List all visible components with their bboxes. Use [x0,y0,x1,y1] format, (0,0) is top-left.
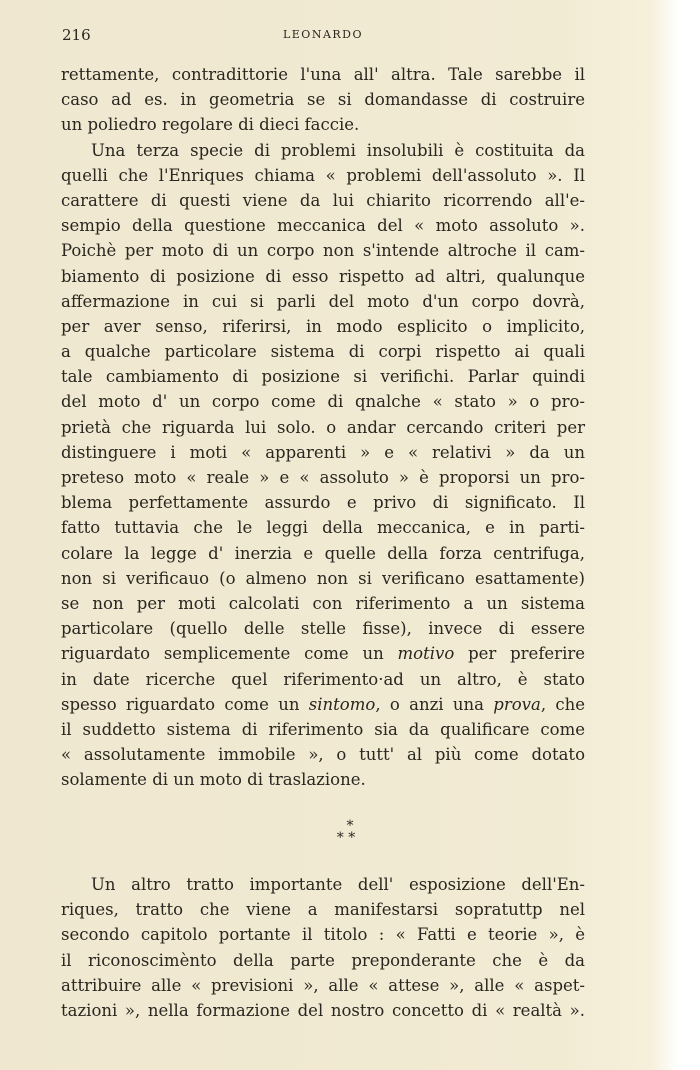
text-line: « assolutamente immobile », o tutt' al più come dotato [61,745,585,765]
text-line: non si verificauo (o almeno non si verificano esattamente) [61,568,585,588]
text-line: affermazione in cui si parli del moto d'un corpo dovrà, [61,291,585,311]
text-line: blema perfettamente assurdo e privo di significato. Il [61,493,585,513]
text-line: caso ad es. in geometria se si domandasse di costruire [61,90,585,110]
text-line: prietà che riguarda lui solo. o andar cercando criteri per [61,417,585,437]
asterism-bottom: * * [336,830,356,846]
text-span: , o anzi una [375,694,494,714]
text-line: particolare (quello delle stelle fisse), invece di essere [61,619,585,639]
text-span: per preferire [454,644,586,664]
text-line: fatto tuttavia che le leggi della meccanica, e in parti- [61,518,585,538]
text-line: tale cambiamento di posizione si verifichi. Parlar quindi [61,367,585,387]
italic-word: sintomo [308,694,376,714]
text-line: Un altro tratto importante dell' esposizione dell'En- [91,875,585,894]
text-line-motivo [61,641,585,666]
text-line: sempio della questione meccanica del « moto assoluto ». [61,216,585,236]
text-line: Poichè per moto di un corpo non s'intende altroche il cam- [61,241,585,261]
text-span: , che [540,694,586,714]
text-line: biamento di posizione di esso rispetto ad altri, qualunque [61,266,585,286]
body-text-second-section [61,872,585,1023]
text-line: il riconoscimènto della parte preponderante che è da [61,950,585,970]
italic-word: motivo [397,644,455,664]
text-line: un poliedro regolare di dieci faccie. [61,115,360,135]
text-line: solamente di un moto di traslazione. [61,770,366,790]
text-line: distinguere i moti « apparenti » e « relativi » da un [61,442,585,462]
text-line: a qualche particolare sistema di corpi rispetto ai quali [61,342,585,362]
text-line: quelli che l'Enriques chiama « problemi dell'assoluto ». Il [61,165,585,185]
page-number: 216 [62,26,91,44]
text-line: tazioni », nella formazione del nostro concetto di « realtà ». [61,1000,585,1020]
page-header [62,26,584,46]
asterism-top: * [346,818,354,834]
text-span: riguardato semplicemente come un [61,644,398,664]
text-line: in date ricerche quel riferimento·ad un altro, è stato [61,669,585,689]
text-line: secondo capitolo portante il titolo : « Fatti e teorie », è [61,925,585,945]
text-line: rettamente, contradittorie l'una all' altra. Tale sarebbe il [61,65,585,84]
text-line: carattere di questi viene da lui chiarito ricorrendo all'e- [61,190,585,210]
section-break-asterism [0,820,700,844]
text-line: per aver senso, riferirsi, in modo esplicito o implicito, [61,316,585,336]
text-line: riques, tratto che viene a manifestarsi sopratuttp nel [61,900,585,920]
text-line: del moto d' un corpo come di qnalche « stato » o pro- [61,392,585,412]
text-line-sintomo [61,692,585,717]
text-line: se non per moti calcolati con riferimento a un sistema [61,593,585,613]
text-line: preteso moto « reale » e « assoluto » è proporsi un pro- [61,468,585,487]
text-span: spesso riguardato come un [61,694,309,714]
text-line: il suddetto sistema di riferimento sia da qualificare come [61,719,585,739]
text-line: colare la legge d' inerzia e quelle della forza centrifuga, [61,543,585,563]
text-line: attribuire alle « previsioni », alle « attese », alle « aspet- [61,975,585,995]
text-line: Una terza specie di problemi insolubili è costituita da [91,140,585,160]
italic-word: prova [493,694,541,714]
running-head: LEONARDO [282,28,364,41]
body-text [61,62,585,792]
